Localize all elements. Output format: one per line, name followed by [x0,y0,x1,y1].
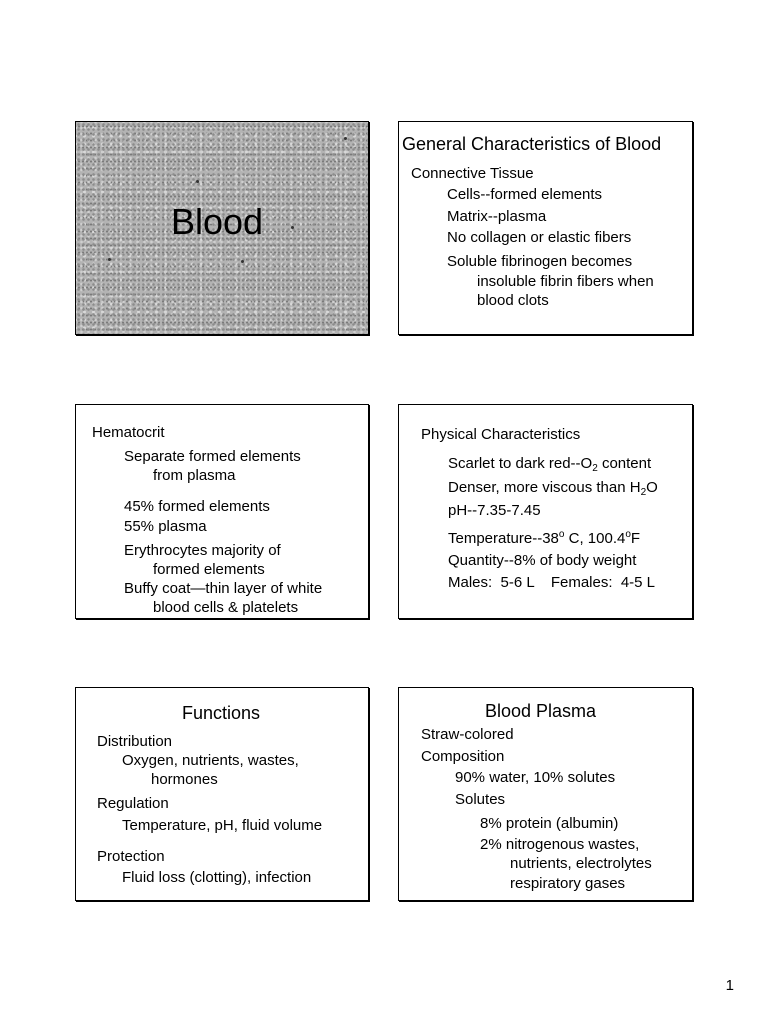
bullet-level2 [448,529,640,548]
bullet-level2: Temperature, pH, fluid volume [122,817,323,834]
bullet-level2 [448,454,651,473]
oxygen-text: Scarlet to dark red--O [448,455,593,472]
bullet-level2 [448,478,658,497]
slide-hematocrit [75,404,369,619]
water-text: Denser, more viscous than H [448,479,641,496]
slide-physical-characteristics [398,404,693,619]
smear-fleck [291,226,294,229]
slide-heading: Physical Characteristics [421,426,581,443]
bullet-level2: Soluble fibrinogen becomes [447,253,633,270]
bullet-level2: Erythrocytes majority of [124,542,281,559]
smear-fleck [108,258,111,261]
bullet-level1: Hematocrit [92,424,165,441]
slide-heading: General Characteristics of Blood [402,134,662,154]
temperature-text-end: F [630,530,641,547]
temperature-text: Temperature--38 [448,530,559,547]
bullet-level2: 90% water, 10% solutes [455,769,616,786]
bullet-level2: No collagen or elastic fibers [447,229,632,246]
bullet-level2: Separate formed elements [124,448,301,465]
bullet-level1: Straw-colored [421,726,514,743]
bullet-continuation: blood clots [477,292,549,309]
slide-general-characteristics [398,121,693,335]
bullet-level2: Solutes [455,791,506,808]
bullet-continuation: respiratory gases [510,875,626,892]
subscript: 2 [592,463,598,474]
bullet-level2: Buffy coat—thin layer of white [124,580,323,597]
bullet-level1: Connective Tissue [411,165,534,182]
smear-fleck [196,180,199,183]
temperature-text-mid: C, 100.4 [564,530,626,547]
bullet-continuation: from plasma [153,467,236,484]
slide-title-blood [75,121,369,335]
degree-superscript: o [625,529,631,540]
slide-heading: Functions [182,703,261,723]
slide-functions [75,687,369,901]
subscript: 2 [640,487,647,498]
bullet-continuation: nutrients, electrolytes [510,855,652,872]
bullet-level3: 2% nitrogenous wastes, [480,836,640,853]
bullet-continuation: hormones [151,771,218,788]
bullet-level1: Composition [421,748,505,765]
bullet-level1: Regulation [97,795,169,812]
bullet-level2: 45% formed elements [124,498,270,515]
bullet-level2: 55% plasma [124,518,207,535]
bullet-level2: Oxygen, nutrients, wastes, [122,752,299,769]
bullet-level2: Males: 5-6 L Females: 4-5 L [448,574,656,591]
smear-fleck [241,260,244,263]
bullet-continuation: formed elements [153,561,265,578]
bullet-level2: Cells--formed elements [447,186,603,203]
bullet-continuation: insoluble fibrin fibers when [477,273,654,290]
slide-title: Blood [171,201,264,242]
slide-blood-plasma [398,687,693,901]
bullet-level3: 8% protein (albumin) [480,815,619,832]
bullet-level2: pH--7.35-7.45 [448,502,541,519]
bullet-level2: Fluid loss (clotting), infection [122,869,312,886]
smear-fleck [344,137,347,140]
bullet-continuation: blood cells & platelets [153,599,299,616]
water-text-end: O [646,479,658,496]
page-number: 1 [725,977,734,994]
bullet-level1: Protection [97,848,165,865]
bullet-level2: Matrix--plasma [447,208,547,225]
slide-heading: Blood Plasma [485,701,597,721]
degree-superscript: o [558,529,565,540]
bullet-level2: Quantity--8% of body weight [448,552,637,569]
oxygen-text-end: content [597,455,652,472]
bullet-level1: Distribution [97,733,173,750]
